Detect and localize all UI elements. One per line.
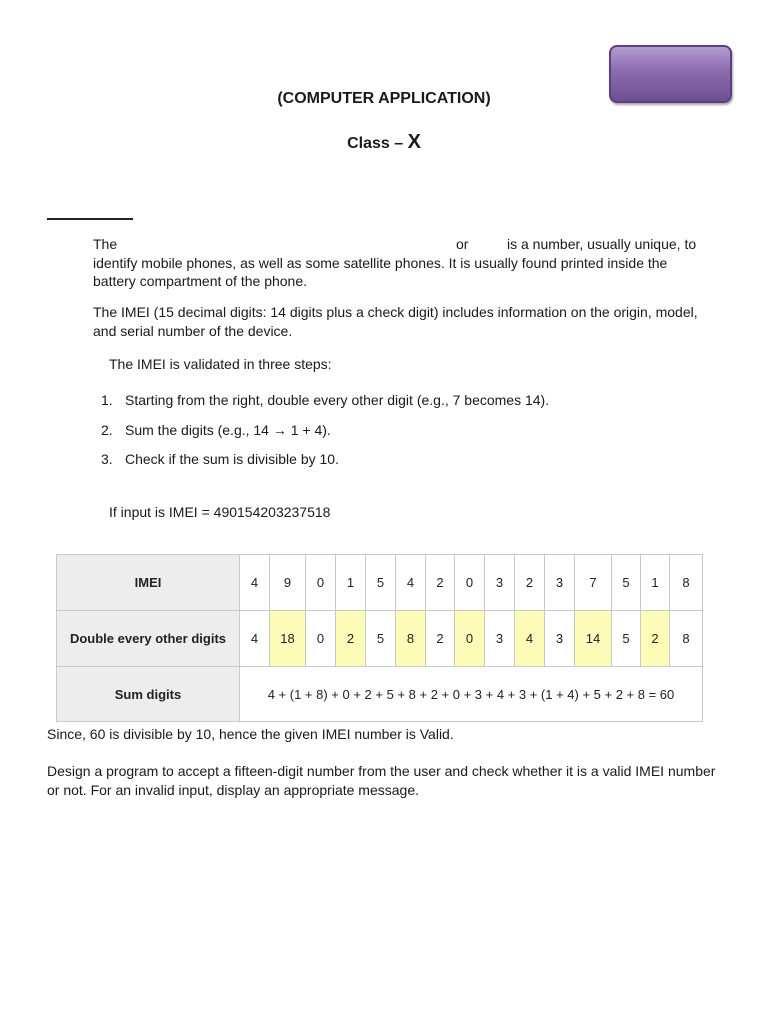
doubled-digit: 2 (641, 611, 670, 667)
imei-table (56, 554, 703, 722)
row-label-sum: Sum digits (57, 667, 240, 722)
doubled-digit: 4 (240, 611, 270, 667)
step-text: Starting from the right, double every other digit (e.g., 7 becomes 14). (125, 392, 550, 408)
imei-digit: 4 (240, 555, 270, 611)
doubled-digit: 0 (306, 611, 336, 667)
intro-or: or (456, 236, 469, 252)
imei-digit: 0 (455, 555, 485, 611)
class-value: X (407, 131, 421, 153)
imei-digit: 1 (641, 555, 670, 611)
imei-digit: 1 (336, 555, 366, 611)
imei-digit: 3 (485, 555, 515, 611)
imei-info-paragraph: The IMEI (15 decimal digits: 14 digits plus a check digit) includes information on the origin, model, and serial number of the device. (93, 304, 698, 339)
doubled-digit: 14 (575, 611, 612, 667)
section-underline (47, 218, 133, 220)
imei-digit: 8 (670, 555, 703, 611)
row-label-imei: IMEI (57, 555, 240, 611)
doubled-digit: 5 (612, 611, 641, 667)
doubled-digit: 8 (396, 611, 426, 667)
example-input: If input is IMEI = 490154203237518 (109, 504, 331, 520)
class-prefix: Class – (347, 135, 408, 152)
imei-digit: 7 (575, 555, 612, 611)
table-row (57, 667, 703, 722)
doubled-digit: 4 (515, 611, 545, 667)
intro-paragraph (93, 235, 709, 291)
imei-digit: 4 (396, 555, 426, 611)
imei-digit: 5 (366, 555, 396, 611)
doubled-digit: 3 (485, 611, 515, 667)
table-row (57, 555, 703, 611)
step-text: Sum the digits (e.g., 14 → 1 + 4). (125, 421, 331, 438)
step-number: 3. (101, 451, 113, 467)
row-label-double: Double every other digits (57, 611, 240, 667)
doubled-digit: 5 (366, 611, 396, 667)
sum-expression: 4 + (1 + 8) + 0 + 2 + 5 + 8 + 2 + 0 + 3 + 4 + 3 + (1 + 4) + 5 + 2 + 8 = 60 (240, 667, 703, 722)
doubled-digit: 0 (455, 611, 485, 667)
step-number: 1. (101, 392, 113, 408)
step-number: 2. (101, 421, 113, 438)
imei-digit: 3 (545, 555, 575, 611)
doubled-digit: 3 (545, 611, 575, 667)
imei-digit: 5 (612, 555, 641, 611)
table-row (57, 611, 703, 667)
doubled-digit: 18 (270, 611, 306, 667)
task-statement: Design a program to accept a fifteen-digit number from the user and check whether it is a valid IMEI number or not. For an invalid input, display an appropriate message. (47, 763, 716, 798)
class-title (0, 131, 768, 154)
doubled-digit: 2 (336, 611, 366, 667)
intro-the: The (93, 236, 118, 252)
imei-digit: 0 (306, 555, 336, 611)
doubled-digit: 8 (670, 611, 703, 667)
intro-rest: identify mobile phones, as well as some satellite phones. It is usually found printed inside the battery compartment of the phone. (93, 254, 668, 289)
validation-intro: The IMEI is validated in three steps: (109, 356, 332, 372)
intro-rest-line1: is a number, usually unique, to (507, 236, 697, 252)
subject-title: (COMPUTER APPLICATION) (277, 90, 491, 107)
step-text: Check if the sum is divisible by 10. (125, 451, 339, 467)
imei-digit: 9 (270, 555, 306, 611)
imei-digit: 2 (426, 555, 455, 611)
imei-digit: 2 (515, 555, 545, 611)
doubled-digit: 2 (426, 611, 455, 667)
conclusion: Since, 60 is divisible by 10, hence the given IMEI number is Valid. (47, 726, 454, 742)
